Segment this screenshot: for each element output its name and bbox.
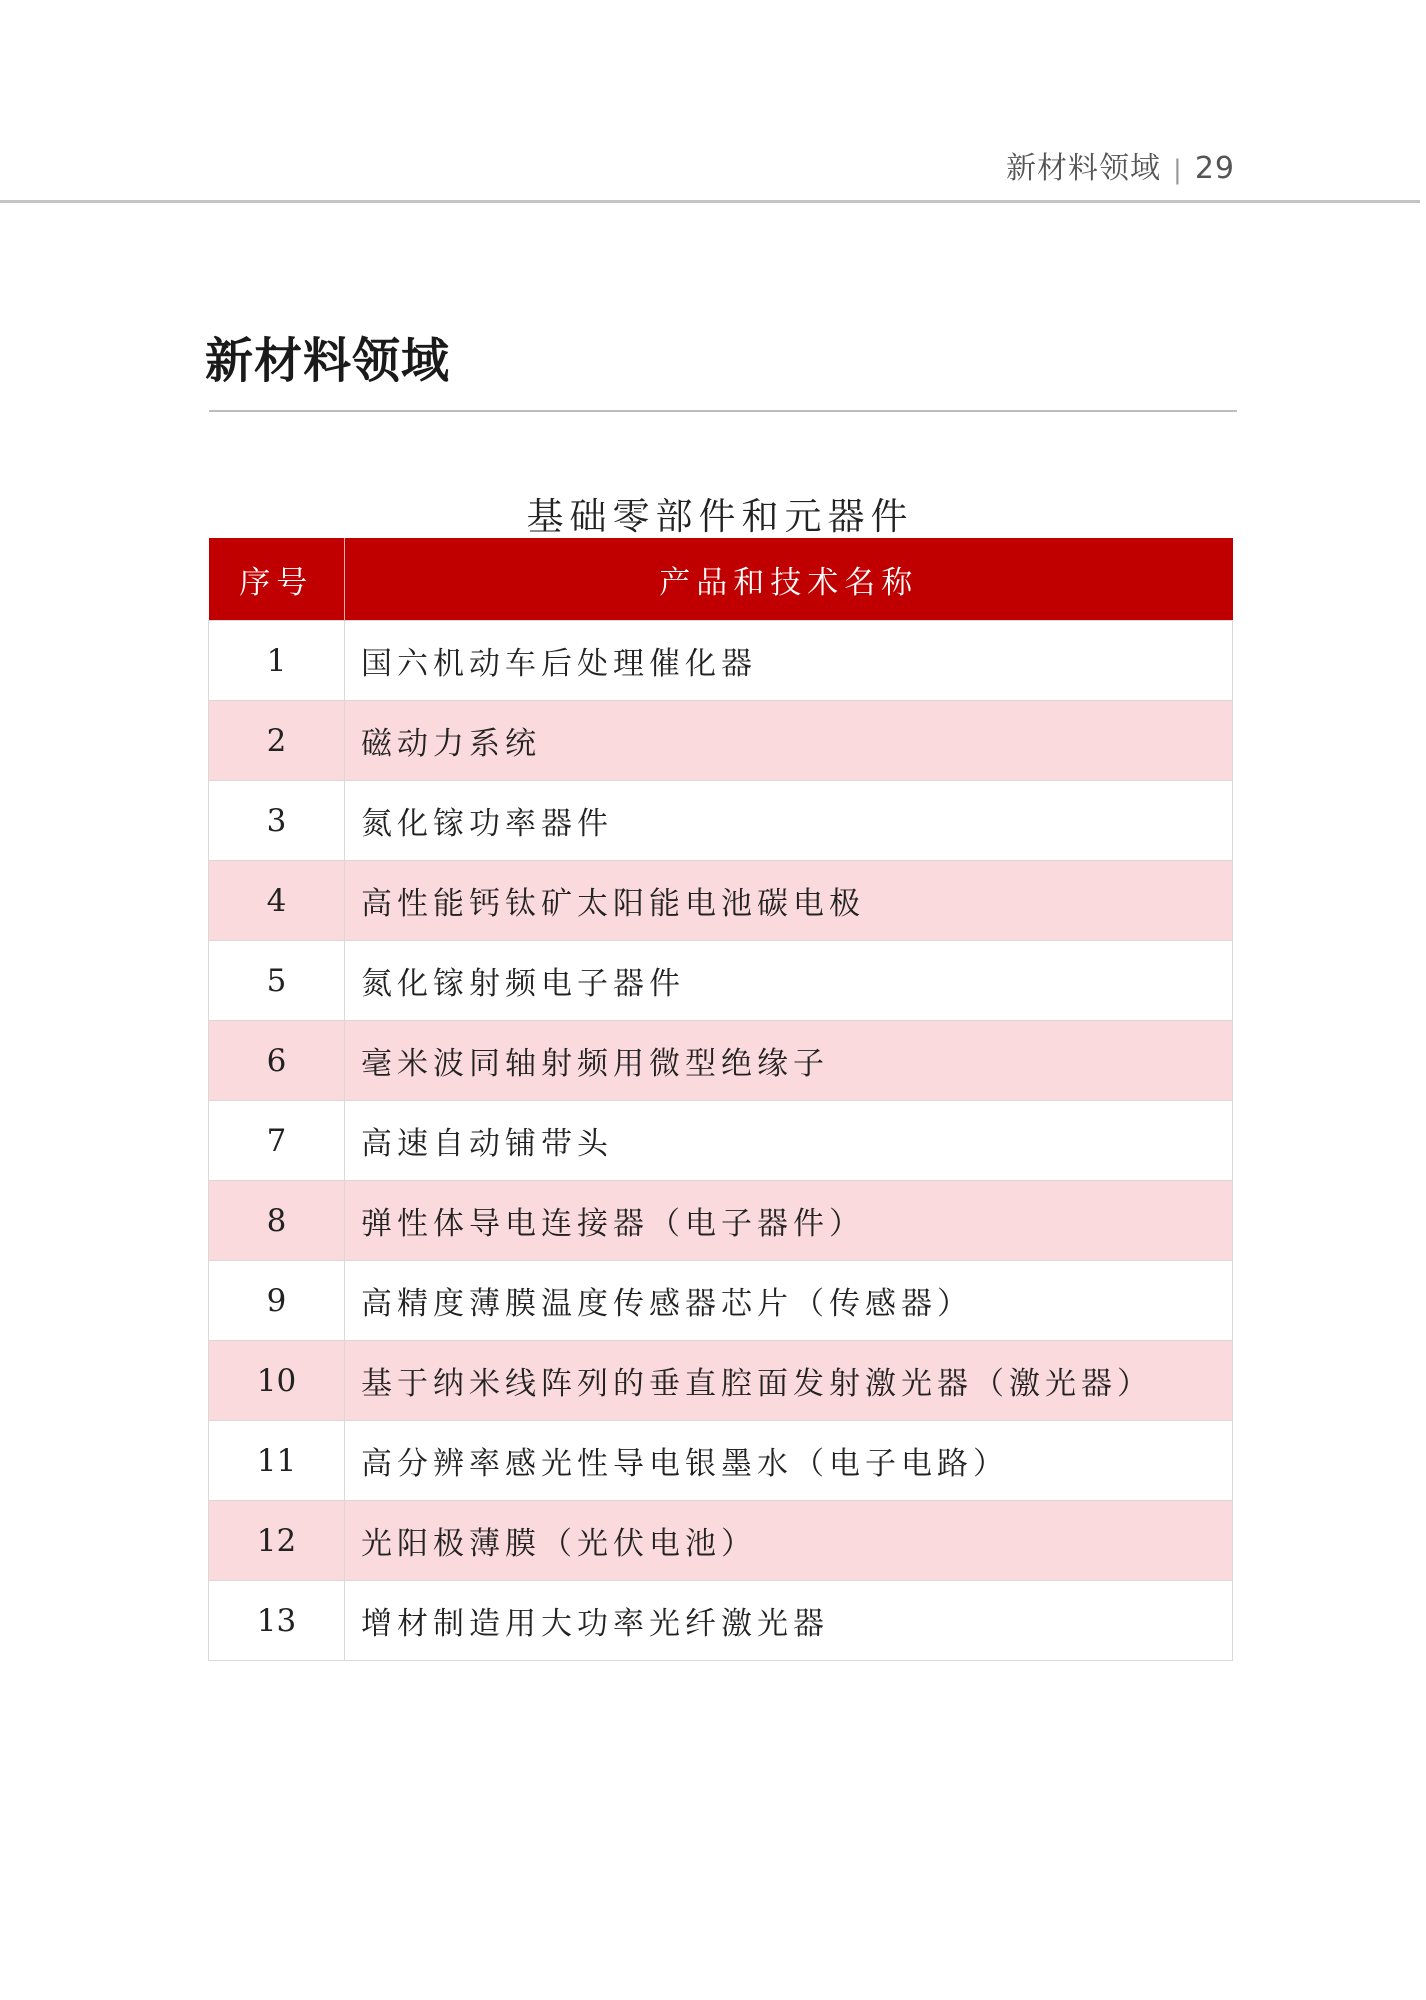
row-serial-number: 10 <box>209 1341 345 1421</box>
row-product-name: 磁动力系统 <box>345 701 1233 781</box>
table-caption: 基础零部件和元器件 <box>526 495 914 538</box>
table-header-row <box>209 538 1233 621</box>
row-product-name: 高精度薄膜温度传感器芯片（传感器） <box>345 1261 1233 1341</box>
table-row <box>209 701 1233 781</box>
row-product-name: 国六机动车后处理催化器 <box>345 621 1233 701</box>
row-serial-number: 8 <box>209 1181 345 1261</box>
row-serial-number: 2 <box>209 701 345 781</box>
table-row <box>209 781 1233 861</box>
table-body <box>209 621 1233 1661</box>
table-row <box>209 1421 1233 1501</box>
table-row <box>209 1181 1233 1261</box>
row-serial-number: 6 <box>209 1021 345 1101</box>
table-row <box>209 621 1233 701</box>
row-serial-number: 4 <box>209 861 345 941</box>
row-product-name: 毫米波同轴射频用微型绝缘子 <box>345 1021 1233 1101</box>
row-product-name: 基于纳米线阵列的垂直腔面发射激光器（激光器） <box>345 1341 1233 1421</box>
row-serial-number: 11 <box>209 1421 345 1501</box>
table-row <box>209 1101 1233 1181</box>
section-title: 新材料领域 <box>205 333 451 389</box>
row-product-name: 高速自动铺带头 <box>345 1101 1233 1181</box>
table-row <box>209 1581 1233 1661</box>
table-row <box>209 1021 1233 1101</box>
running-header-section: 新材料领域 <box>1006 151 1162 186</box>
row-serial-number: 1 <box>209 621 345 701</box>
row-serial-number: 3 <box>209 781 345 861</box>
table-row <box>209 861 1233 941</box>
table-row <box>209 941 1233 1021</box>
header-serial-number: 序号 <box>209 538 345 621</box>
row-serial-number: 7 <box>209 1101 345 1181</box>
section-divider <box>209 410 1237 412</box>
row-product-name: 高分辨率感光性导电银墨水（电子电路） <box>345 1421 1233 1501</box>
row-product-name: 氮化镓功率器件 <box>345 781 1233 861</box>
page-number: 29 <box>1194 151 1235 186</box>
header-divider <box>0 200 1420 203</box>
table-row <box>209 1261 1233 1341</box>
row-product-name: 弹性体导电连接器（电子器件） <box>345 1181 1233 1261</box>
row-product-name: 光阳极薄膜（光伏电池） <box>345 1501 1233 1581</box>
header-product-name: 产品和技术名称 <box>345 538 1233 621</box>
running-header <box>1006 143 1235 187</box>
product-table <box>208 538 1233 1661</box>
table-row <box>209 1501 1233 1581</box>
row-serial-number: 9 <box>209 1261 345 1341</box>
running-header-separator: | <box>1173 155 1183 185</box>
row-product-name: 增材制造用大功率光纤激光器 <box>345 1581 1233 1661</box>
row-serial-number: 13 <box>209 1581 345 1661</box>
row-product-name: 高性能钙钛矿太阳能电池碳电极 <box>345 861 1233 941</box>
row-product-name: 氮化镓射频电子器件 <box>345 941 1233 1021</box>
row-serial-number: 5 <box>209 941 345 1021</box>
row-serial-number: 12 <box>209 1501 345 1581</box>
table-row <box>209 1341 1233 1421</box>
